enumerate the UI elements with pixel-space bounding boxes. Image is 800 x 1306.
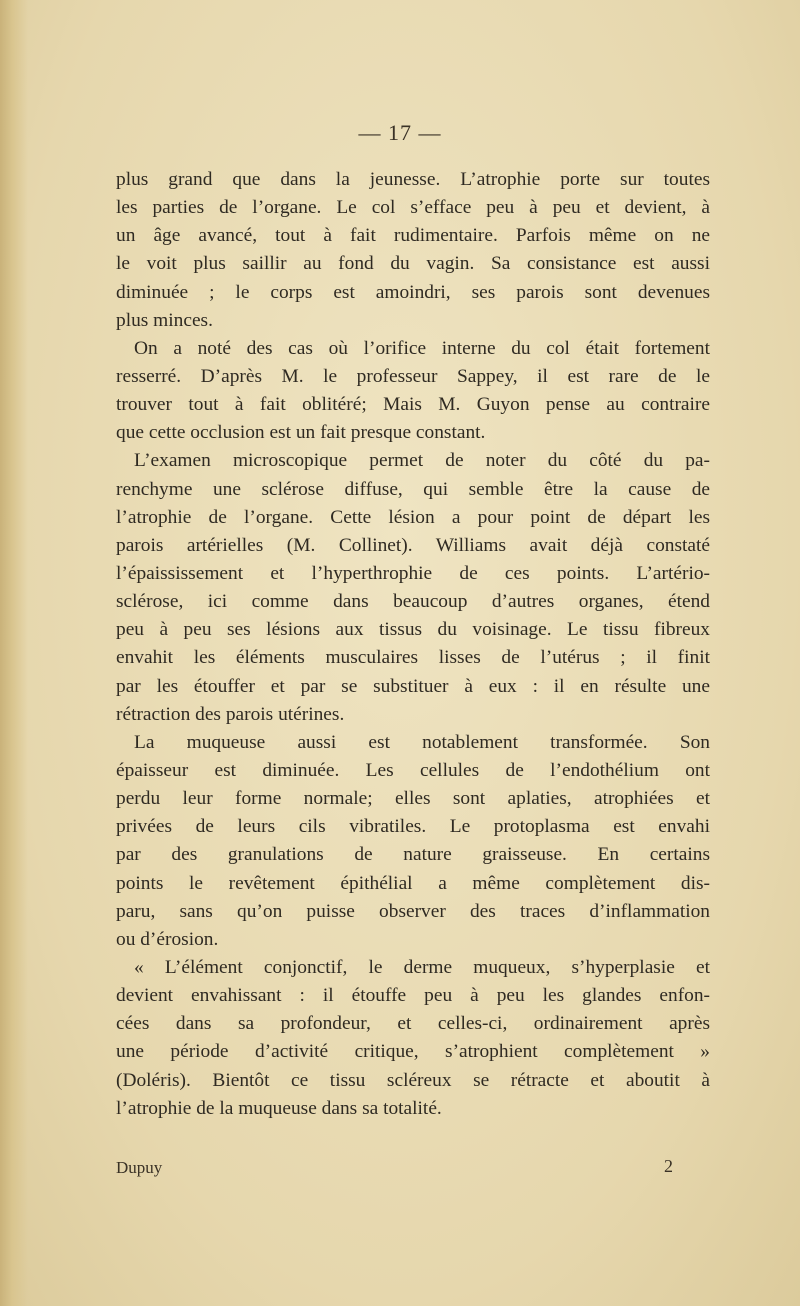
text-line: l’atrophie de la muqueuse dans sa totalité. bbox=[116, 1097, 442, 1119]
text-line: plus minces. bbox=[116, 309, 213, 331]
text-line: parois artérielles (M. Collinet). Williams avait déjà constaté bbox=[116, 534, 710, 556]
text-line: perdu leur forme normale; elles sont aplaties, atrophiées et bbox=[116, 788, 710, 810]
text-line: un âge avancé, tout à fait rudimentaire. Parfois même on ne bbox=[116, 225, 710, 247]
text-line: renchyme une sclérose diffuse, qui semble être la cause de bbox=[116, 478, 710, 500]
footer-signature-mark: 2 bbox=[664, 1156, 673, 1176]
text-line: les parties de l’organe. Le col s’efface peu à peu et devient, à bbox=[116, 197, 710, 219]
body-text bbox=[116, 166, 710, 1123]
text-line: privées de leurs cils vibratiles. Le protoplasma est envahi bbox=[116, 816, 710, 838]
text-line: On a noté des cas où l’orifice interne du col était fortement bbox=[134, 337, 710, 359]
text-line: par les étouffer et par se substituer à eux : il en résulte une bbox=[116, 675, 710, 697]
text-line: que cette occlusion est un fait presque constant. bbox=[116, 422, 486, 444]
text-line: rétraction des parois utérines. bbox=[116, 703, 345, 725]
text-line: diminuée ; le corps est amoindri, ses parois sont devenues bbox=[116, 281, 710, 303]
text-line: devient envahissant : il étouffe peu à peu les glandes enfon- bbox=[116, 985, 710, 1007]
text-line: (Doléris). Bientôt ce tissu scléreux se rétracte et aboutit à bbox=[116, 1069, 710, 1091]
text-line: L’examen microscopique permet de noter du côté du pa- bbox=[134, 450, 710, 472]
text-line: une période d’activité critique, s’atrophient complètement » bbox=[116, 1041, 710, 1063]
page-spine-shadow bbox=[0, 0, 28, 1306]
text-line: « L’élément conjonctif, le derme muqueux, s’hyperplasie et bbox=[134, 956, 710, 978]
text-line: l’atrophie de l’organe. Cette lésion a pour point de départ les bbox=[116, 506, 710, 528]
page-number: — 17 — bbox=[358, 120, 442, 145]
text-line: La muqueuse aussi est notablement transformée. Son bbox=[134, 731, 710, 753]
text-line: sclérose, ici comme dans beaucoup d’autres organes, étend bbox=[116, 591, 710, 613]
text-line: par des granulations de nature graisseuse. En certains bbox=[116, 844, 710, 866]
text-line: points le revêtement épithélial a même complètement dis- bbox=[116, 872, 710, 894]
text-line: épaisseur est diminuée. Les cellules de l’endothélium ont bbox=[116, 759, 710, 781]
text-line: resserré. D’après M. le professeur Sappey, il est rare de le bbox=[116, 365, 710, 387]
text-line: l’épaississement et l’hyperthrophie de ces points. L’artério- bbox=[116, 562, 710, 584]
text-line: ou d’érosion. bbox=[116, 928, 219, 950]
footer-author-signature: Dupuy bbox=[116, 1158, 163, 1177]
text-line: envahit les éléments musculaires lisses de l’utérus ; il finit bbox=[116, 647, 710, 669]
text-line: plus grand que dans la jeunesse. L’atrophie porte sur toutes bbox=[116, 169, 710, 190]
text-line: trouver tout à fait oblitéré; Mais M. Guyon pense au contraire bbox=[116, 394, 710, 416]
text-line: peu à peu ses lésions aux tissus du voisinage. Le tissu fibreux bbox=[116, 619, 710, 641]
text-line: cées dans sa profondeur, et celles-ci, ordinairement après bbox=[116, 1013, 710, 1035]
text-line: le voit plus saillir au fond du vagin. Sa consistance est aussi bbox=[116, 253, 710, 275]
text-line: paru, sans qu’on puisse observer des traces d’inflammation bbox=[116, 900, 710, 922]
